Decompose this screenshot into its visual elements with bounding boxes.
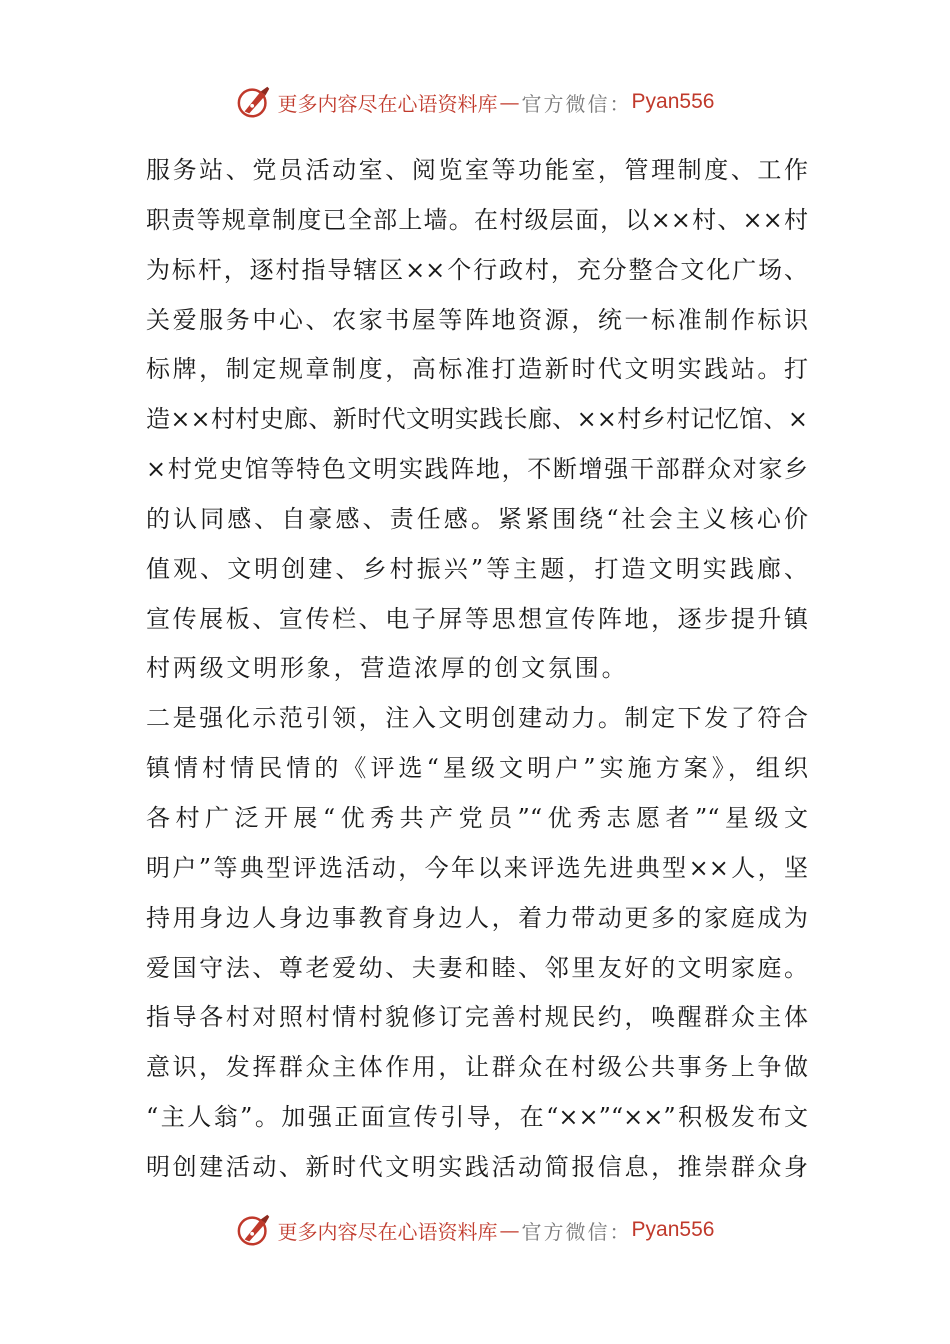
body-line: 为标杆，逐村指导辖区××个行政村，充分整合文化广场、 xyxy=(146,255,808,284)
body-line: 造××村村史廊、新时代文明实践长廊、××村乡村记忆馆、× xyxy=(146,405,808,434)
body-line: 标牌，制定规章制度，高标准打造新时代文明实践站。打 xyxy=(146,355,808,384)
body-line: 指导各村对照村情村貌修订完善村规民约，唤醒群众主体 xyxy=(146,1003,808,1032)
body-line: 职责等规章制度已全部上墙。在村级层面，以××村、××村 xyxy=(146,205,808,234)
header-banner xyxy=(0,80,950,124)
banner-wechat-label: 官方微信： xyxy=(521,91,632,116)
body-line: ×村党史馆等特色文明实践阵地，不断增强干部群众对家乡 xyxy=(146,455,808,484)
body-line: 明户”等典型评选活动，今年以来评选先进典型××人，坚 xyxy=(146,853,808,882)
body-line: 值观、文明创建、乡村振兴”等主题，打造文明实践廊、 xyxy=(146,554,808,583)
banner-wechat-label: 官方微信： xyxy=(521,1219,632,1244)
body-line: 镇情村情民情的《评选“星级文明户”实施方案》，组织 xyxy=(146,754,808,783)
footer-banner xyxy=(0,1208,950,1252)
pen-nib-logo-icon xyxy=(236,1211,274,1249)
body-line: 村两级文明形象，营造浓厚的创文氛围。 xyxy=(146,654,629,683)
body-line: 明创建活动、新时代文明实践活动简报信息，推崇群众身 xyxy=(146,1152,808,1181)
body-line: 意识，发挥群众主体作用，让群众在村级公共事务上争做 xyxy=(146,1053,808,1082)
body-line: 的认同感、自豪感、责任感。紧紧围绕“社会主义核心价 xyxy=(146,504,808,533)
body-line: “主人翁”。加强正面宣传引导，在“××”“××”积极发布文 xyxy=(146,1103,808,1132)
banner-separator: — xyxy=(499,1218,520,1242)
body-line: 关爱服务中心、农家书屋等阵地资源，统一标准制作标识 xyxy=(146,305,808,334)
document-body xyxy=(146,146,808,1193)
body-line: 宣传展板、宣传栏、电子屏等思想宣传阵地，逐步提升镇 xyxy=(146,604,808,633)
banner-wechat-id: Pyan556 xyxy=(631,90,715,113)
body-line: 持用身边人身边事教育身边人，着力带动更多的家庭成为 xyxy=(146,903,808,932)
body-line: 服务站、党员活动室、阅览室等功能室，管理制度、工作 xyxy=(146,156,808,184)
banner-title: 更多内容尽在心语资料库 xyxy=(277,1219,498,1244)
banner-title: 更多内容尽在心语资料库 xyxy=(277,91,498,116)
body-line: 各村广泛开展“优秀共产党员”“优秀志愿者”“星级文 xyxy=(146,803,808,832)
pen-nib-logo-icon xyxy=(236,83,274,121)
banner-separator: — xyxy=(499,90,520,114)
body-line: 爱国守法、尊老爱幼、夫妻和睦、邻里友好的文明家庭。 xyxy=(146,953,808,982)
body-line: 二是强化示范引领，注入文明创建动力。制定下发了符合 xyxy=(146,704,808,733)
banner-wechat-id: Pyan556 xyxy=(631,1218,715,1241)
